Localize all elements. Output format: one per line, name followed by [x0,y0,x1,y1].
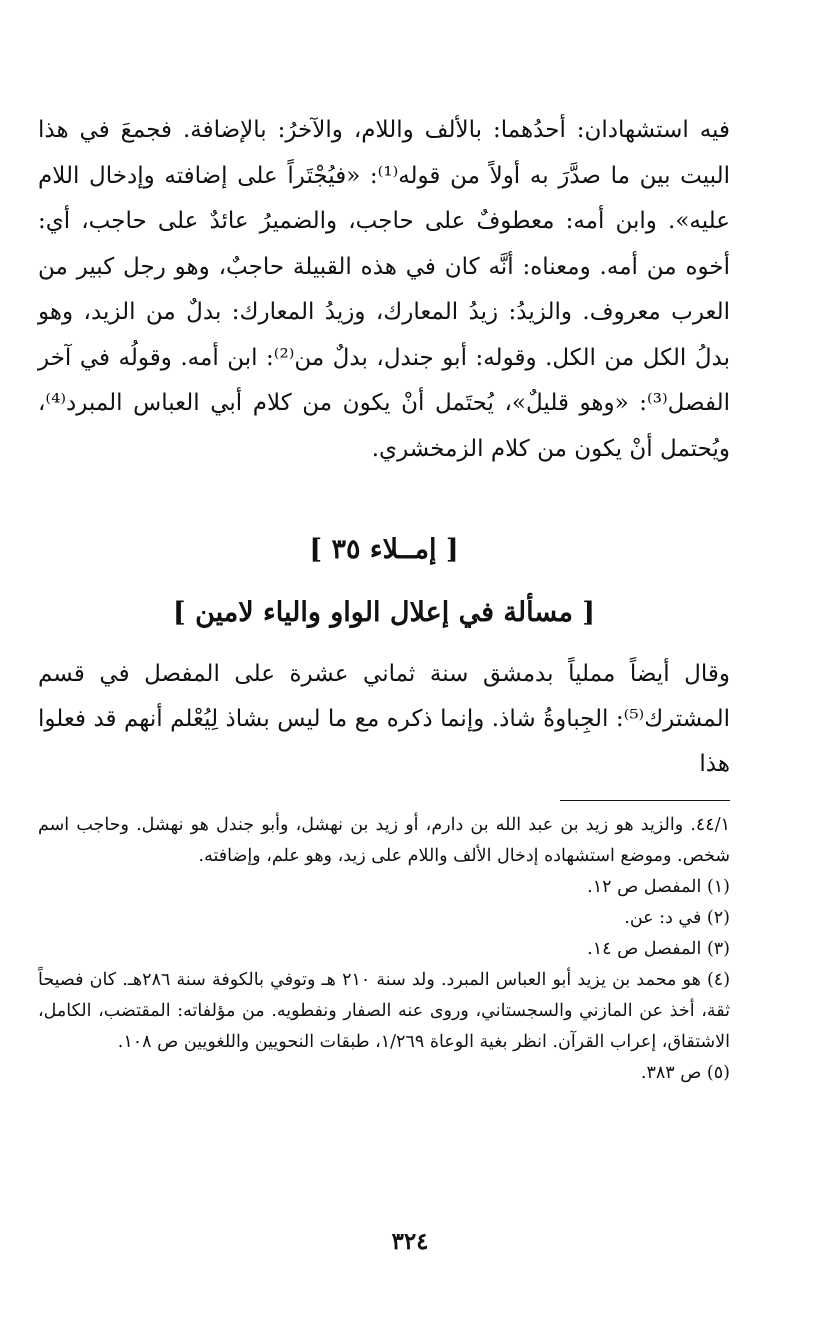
intro-paragraph: وقال أيضاً مملياً بدمشق سنة ثماني عشرة على المفصل في قسم المشترك⁽⁵⁾: الجِباوةُ شاذ. وإنما ذكره مع ما ليس بشاذ لِيُعْلم أنهم قد فعلوا هذا [38,661,730,777]
footnote-4: (٤) هو محمد بن يزيد أبو العباس المبرد. ولد سنة ٢١٠ هـ وتوفي بالكوفة سنة ٢٨٦هـ. كان فصيحاً ثقة، أخذ عن المازني والسجستاني، وروى عنه الصفار ونفطويه. من مؤلفاته: المقتضب، الكامل، الاشتقاق، إعراب القرآن. انظر بغية الوعاة ١/٢٦٩، طبقات النحويين واللغويين ص ١٠٨. [38,970,731,1052]
section-title: [ مسألة في إعلال الواو والياء لامين ] [172,597,596,628]
footnote-3: (٣) المفصل ص ١٤. [587,939,730,959]
footnote-2: (٢) في د: عن. [624,908,730,928]
dictation-heading: [ إمــلاء ٣٥ ] [309,534,459,565]
footnote-1: (١) المفصل ص ١٢. [587,877,730,897]
body-paragraph: فيه استشهادان: أحدُهما: بالألف واللام، والآخرُ: بالإضافة. فجمعَ في هذا البيت بين ما صدَّرَ به أولاً من قوله⁽¹⁾: «فيُجْتَراً على إضافته وإدخال اللام عليه». وابن أمه: معطوفٌ على حاجب، والضميرُ عائدٌ على حاجب، أي: أخوه من أمه. ومعناه: أنَّه كان في هذه القبيلة حاجبٌ، وهو رجل كبير من العرب معروف. والزيدُ: زيدُ المعارك، وزيدُ المعارك: بدلٌ من الزيد، وهو بدلُ الكل من الكل. وقوله: أبو جندل، بدلٌ من⁽²⁾: ابن أمه. وقولُه في آخر الفصل⁽³⁾: «وهو قليلٌ»، يُحتَمل أنْ يكون من كلام أبي العباس المبرد⁽⁴⁾، ويُحتمل أنْ يكون من كلام الزمخشري. [38,117,731,462]
footnote-reference-note: ٤٤/١. والزيد هو زيد بن عبد الله بن دارم، أو زيد بن نهشل، وأبو جندل هو نهشل. وحاجب اسم شخص. وموضع استشهاده إدخال الألف واللام على زيد، وهو علم، وإضافته. [38,815,730,866]
footnote-separator [560,800,730,801]
main-body-text [38,108,730,472]
section-intro-text [38,652,730,787]
footnote-5: (٥) ص ٣٨٣. [640,1063,730,1083]
page-number: ٣٢٤ [391,1228,429,1255]
footnotes-block [38,810,730,1089]
